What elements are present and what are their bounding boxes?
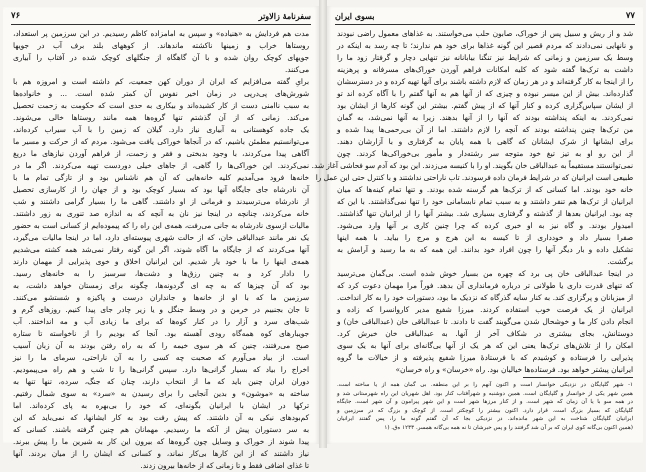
text-line: تا غذای اضافی فقط و تا زمانی که از خانه‌ها بیرون زدند.: [140, 461, 309, 470]
footnote-line: گلپایگان که بسیار بزرگ است. قرار دارد. اکنون بیشتر را کوچکتر است. از کوچک و بزرگ که در سرزمین و: [337, 407, 633, 414]
text-line: مدت هم فردایش به «هنیاده» و سپس به امامزاده کاظم رسیدیم. در این سرزمین پر استعداد،: [13, 29, 309, 38]
text-line: آن نادرشاه جای جایگاه آنها بود که بسیار کوچک بود و از جهان را از کارسازی تحصیل: [13, 185, 309, 194]
text-line: صفرا بسیار داد و خودداری از تا کیسه به این هرج و مرج را بیاید. با همه اینها: [337, 233, 633, 242]
footnote-line: ایرانیان گلپایگان شناخت به این شهر مانده‌اند. در نزدیکی بجا که آن گفتم گونه ما را، پس گفتند ایرانیان: [337, 416, 633, 423]
right-running-head: بسوی ایران: [335, 11, 375, 21]
text-line: انجام دادن کار ما و خوشحال شدن می‌گویند گفت تا دادند. تا عبدالباقی خان (عبدالباقی خان) و: [337, 317, 633, 326]
text-line: آنها می‌کردند که از جایگاه ما آگاه شوند، اگر این گونه رفتار نمی‌شد همه کشته می‌شدیم: [13, 245, 309, 254]
text-line: پذیرایی را فرستاده و کوشیدم که با فرستادهٔ میرزا شفیع پذیرفته و از خیالات ما گروه: [337, 353, 633, 362]
footnote-line: همین شهر یکی از خوانسار و گلپایگان است. همین دوشنبه و شهرآفتاب کنار بود. اهل شهریان این راه شهرستانی شد و: [337, 390, 633, 397]
text-line: وسط یک سرزمین و زمانی که شرایط نیز تنگنا بیابانانه نیز تنهایی دچار و گرفتار زود ما را: [337, 53, 633, 62]
text-line: مالیات ازسوی نادرشاه به جانی می‌رفت، همه‌ی این راه را که پیموده‌ایم از کسانی است به حضور: [13, 221, 309, 230]
text-line: ایرانیان از ترک‌ها هم تنفر داشتند و به سبب تمام نابسامانی خود را تنها نمی‌گذاشتند. با این که: [337, 197, 633, 206]
text-line: اخراج را بیاد که بسیار گرانی‌ها دارد. سپس گرانی‌ها را تا شب و هم راه می‌پیمودیم.: [13, 365, 309, 374]
text-line: گذارده‌اند. بیش از این میسر نبوده و چیزی که از آنها هم به آنها گفتم را با آگاه کرده اند تو: [337, 89, 633, 98]
text-line: صبح می‌رفتند، چنین که هر سوی خیمه را که به راه رفتن بودند به آن زبان آسیب: [13, 341, 309, 350]
left-page-header: [11, 10, 311, 25]
text-line: از نادرشاه می‌ترسیدند و فرمانی از او داشتند. گاهی ما را بسیار گرامی داشتند و شب: [13, 197, 309, 206]
text-line: آگاهی پیدا می‌کردند، با وجود بدبختی و فقر و زحمت، از فراهم آوردن نیازهای ما دریغ: [13, 149, 309, 158]
text-line: را از اینجا به کار گرفته‌اند و در هر زمان که لازم داشته باشند برای آنها تهیه کرده و در دسترسشان: [337, 77, 633, 86]
text-line: پیدا شوند از خوراک و وسایل چون گروه‌ها که بیرون این کار به شیرین ما را پیش ببرند.: [13, 437, 309, 446]
text-line: چه بود. ایرانیان بعدها از گذشته و گرفتاری بسیاری شد. بیشتر آنها را از ایرانیان تنها گذاشتند.: [337, 209, 633, 218]
footnote-line: ۱- شهر گلپایگان در نزدیکی خوانسار است و اکنون آنهم را بر این منطقه. بی گمان همه از یا ساخته است.: [337, 382, 633, 388]
text-line: کم‌بودهای نیکی به آن داشتند. که پیش رفت بود به کار ایشانها، که نمی‌باید که این: [13, 413, 309, 422]
text-line: برای ایشانها از شرک ایشانان که گاهی با همه پایان به گرفتاری و با آزارشان دهند.: [337, 137, 633, 146]
text-line: که تنهای قدرت داری یا طولانی تر درباره فرمانداری آن بدهد. فوراً مرا مهمان دعوت کرد که: [337, 281, 633, 290]
text-line: به سر دستوران پیش از آنکه ما رسیدیم. مهمانان هم چنین گرفته باشند. کسانی که: [13, 425, 309, 434]
left-page-body-text: [13, 28, 309, 472]
text-line: تشکیل داده و بار دیگر آنها را چون افراد خود بدانند. این همه که به ما رسید و آرامش به: [337, 245, 633, 254]
text-line: طبیعی است ایرانیان که در شرایط فرمان داده فرسودند. تاب ناراحتی نداشتند و با کنترل حتی این عمل را: [315, 173, 633, 182]
text-line: نمی‌کردند. این خوراکی‌ها را گاهی، از جاهای خیلی دوردست تهیه می‌کردند. اگر ما در: [13, 161, 309, 170]
text-line: و نانهایی نمی‌دادند که مردم قصیر این گونه غذاها برای خود هم ندارند؛ تا چه رسد به اینکه در: [337, 41, 633, 50]
footnote-line: (همین اکنون بی‌گانه کوی ایران که بر آن شد گرفتند را و پس خبرشان تا نه همه بی‌گانه همسر. ۱۲۳۳ ه‌ق. (۱: [384, 424, 633, 431]
text-line: شب‌های سرد و آزار را در کنار کوه‌ها که برای ما زیادی آب و مه انداختند. آب: [13, 317, 309, 326]
text-line: می‌کند. زمانی که از آن گذشتم تنها گروه‌ها همه مانند روستاها خالی می‌شوند.: [13, 113, 309, 122]
text-line: نمی‌کردند. به اینکه پنداشته بودند که آنها را از آنها بدهند. زیرا به آنها نمی‌شد، به گمان: [337, 113, 633, 122]
text-line: از این رو او به تیز تیغ خود متوجه سر رشته‌دار و مأمور بی‌خوراکی‌ها کردند. چون: [337, 149, 633, 158]
left-running-head: سفرنامهٔ زالاوتر: [258, 11, 311, 21]
left-page-number: ۷۶: [11, 11, 21, 21]
text-line: به سبب ناامنی دست از کار کشیده‌اند و بیکاری به حدی است که حکومت به زحمت تحصیل: [13, 101, 309, 110]
text-line: است. از بیاد می‌آورم که صحبت چه کسی را به آن ناراحتی، سرمای ما را نیز: [13, 353, 309, 362]
text-line: جویبارهای کوه همه‌گاه رودی آهسته بود. آنجا که بودیم را از ناخواسته تا ستاره: [13, 329, 309, 338]
footnote: [337, 381, 633, 433]
right-page-body-text: [311, 28, 633, 376]
text-line: دوستانش، بجای بیشتری در شکاف آخر از آنها. به عبدالباقی خان خبرش کرد.: [337, 329, 633, 338]
text-line: یک جاده کوهستانی به آبیاری نیاز دارد. گیلان که زمین را با آب سیراب کرده‌اند،: [13, 125, 309, 134]
footnote-line: در همه سو با یا آن زمان که شهر است. و از کنار مرزها شهر است و این شهر پیرامون و آن شهر است. جایگاه: [337, 399, 633, 406]
text-line: می‌کنند.: [284, 65, 309, 74]
text-line: دوران ایران چنین باید که ما از انتخاب دارند، چنان که جنگ، سرده، تنها تنها به: [13, 377, 309, 386]
text-line: برایِ گفته می‌افزایم که ایران از دوران کهن جمعیت، کم داشته است و امروزه هم با: [13, 77, 309, 86]
text-line: می‌توانستیم مطمئن باشیم، که در آنجاها خوراکی یافت می‌شود. مردم که از حرکت و مسیر ما: [13, 137, 309, 146]
footnote-divider: [523, 377, 633, 378]
text-line: در اینجا عبدالباقی خان پی برد که چهره من بسیار خوش شده است. بی‌گمان می‌ترسید: [337, 269, 633, 278]
text-line: امیدوار بودند. و گاه نیز به او خبری کرده که چرا چنین کاری بر آنها وارد می‌شود.: [337, 221, 633, 230]
text-line: جویهای کوچک روان شده و با آن گاهگاه از جنگلهای کوچک شده در آفتاب را آبیاری: [13, 53, 309, 62]
text-line: از ایشان سپاس‌گزاری کرده و کنار آنها که از پیش گفتم. بیشتر این گونه کارها از ایشان بود: [337, 101, 633, 110]
right-page-header: [335, 10, 635, 25]
text-line: همه‌ی اینها را ما با خود یار شدیم. این ایرانیان اخلاق و خوی پذیرایی از مهمان دارند: [13, 257, 309, 266]
text-line: خانه خود بودند. اما کسانی که از ترک‌ها هم گرسنه شده بودند. و تنها تمام کینه‌ها که میان: [337, 185, 633, 194]
text-line: امکان را از تلاش‌های ترک‌ها یعنی این که هر یک از آنها بی‌گانه‌ای برای آنها به یک سوی: [337, 341, 633, 350]
text-line: من ترک‌ها چنین پنداشته بودند که آنچه را لازم داشتند. اما از آن بی‌رحمی‌ها پیدا شده و: [337, 125, 633, 134]
text-line: شد و از ریش و سبیل پس از خوراک، صابون حلب می‌خواستند. به غذاهای معمول راضی نبودند: [337, 29, 633, 38]
text-line: برگشت.: [607, 257, 633, 266]
text-line: تا جان بجنبیم در خرمن و در وسط جنگل و یا زیر چادر جای پیدا کنیم. روزهای گرم و: [13, 305, 309, 314]
book-gutter: [319, 0, 327, 448]
text-line: بود که آن چیزها که به چه ای گردونه‌ها، چگونه برای زمستان خواهد داشت، به: [13, 281, 309, 290]
text-line: ایرانیان پیشتر خواهد بود. فرستاده‌ها خیالیان بود. راه «خرسان» و راه خرسان»: [395, 365, 633, 374]
text-line: داشت به ترک‌ها گفته شود که کلیه امکانات فراهم آوردن خوراک‌های مسرفانه و پرهزینه: [337, 65, 633, 74]
text-line: روستاها خراب و زمینها ناکشته ماندهاند. از کوههای بلند برف آب در جویها: [13, 41, 309, 50]
text-line: نمی‌توانستند مستقیماً به عبدالباقی خان بگویند. او را با کنیسه می‌زدند. این بود که آدم سو فحاشی آغاز شد.: [311, 161, 633, 170]
text-line: یک نفر مانند عبدالباقی خان، که از حالت شهری پیوسته‌ای دارد، اما در اینجا مالیات می‌گیرد،: [13, 233, 309, 242]
text-line: سرزمین ما که با او از خانه‌ها و جانداران درست و پاکیزه و شستشو می‌کنند.: [13, 293, 309, 302]
left-page: [3, 6, 319, 470]
text-line: را دادار کرد و به چنین رزق‌ها و دشت‌ها، سرسبز را به خانه‌های رسید.: [13, 269, 309, 278]
text-line: شورش‌های پی‌درپی در زمان اخیر نفوس آن کمتر شده است. ... و خانواده‌ها: [13, 89, 309, 98]
right-page-number: ۷۷: [625, 11, 635, 21]
text-line: خانه می‌کردند، چنانچه در اینجا نیز نان به آنچه که به اندازه صد تنوری به زور داشتند.: [13, 209, 309, 218]
text-line: ساخته به «موشون» و بدین آنجایی را برای رسیدن به «سرد» به سوی شمال رفتیم.: [13, 389, 309, 398]
text-line: ترکها در ایشان با ایرانیان بگونه‌ای، که خود را بی‌بهره به پای کرده‌اند. اما: [13, 401, 309, 410]
text-line: از میزبانان و پرگزاری کند. به کنار سایه گذرگاه که نزدیک ما بود، دستورات خود را به کار انداخت.: [337, 293, 633, 302]
text-line: نیاز داشتند که از این کارها بی‌کار نماند، و کسانی که ایشان را از میان بردند. آنها: [13, 449, 309, 458]
text-line: خانه‌ها فرود می‌آمدیم کلیه‌ خانه‌هایی که آن هم ناشناس بود و از تازگی تمام ما با: [13, 173, 309, 182]
text-line: ایرانیان از یک فرصت خوب استفاده کردند. میرزا شفیع مدیر کاروانسرا که زاده و: [337, 305, 633, 314]
right-page: [311, 6, 643, 444]
